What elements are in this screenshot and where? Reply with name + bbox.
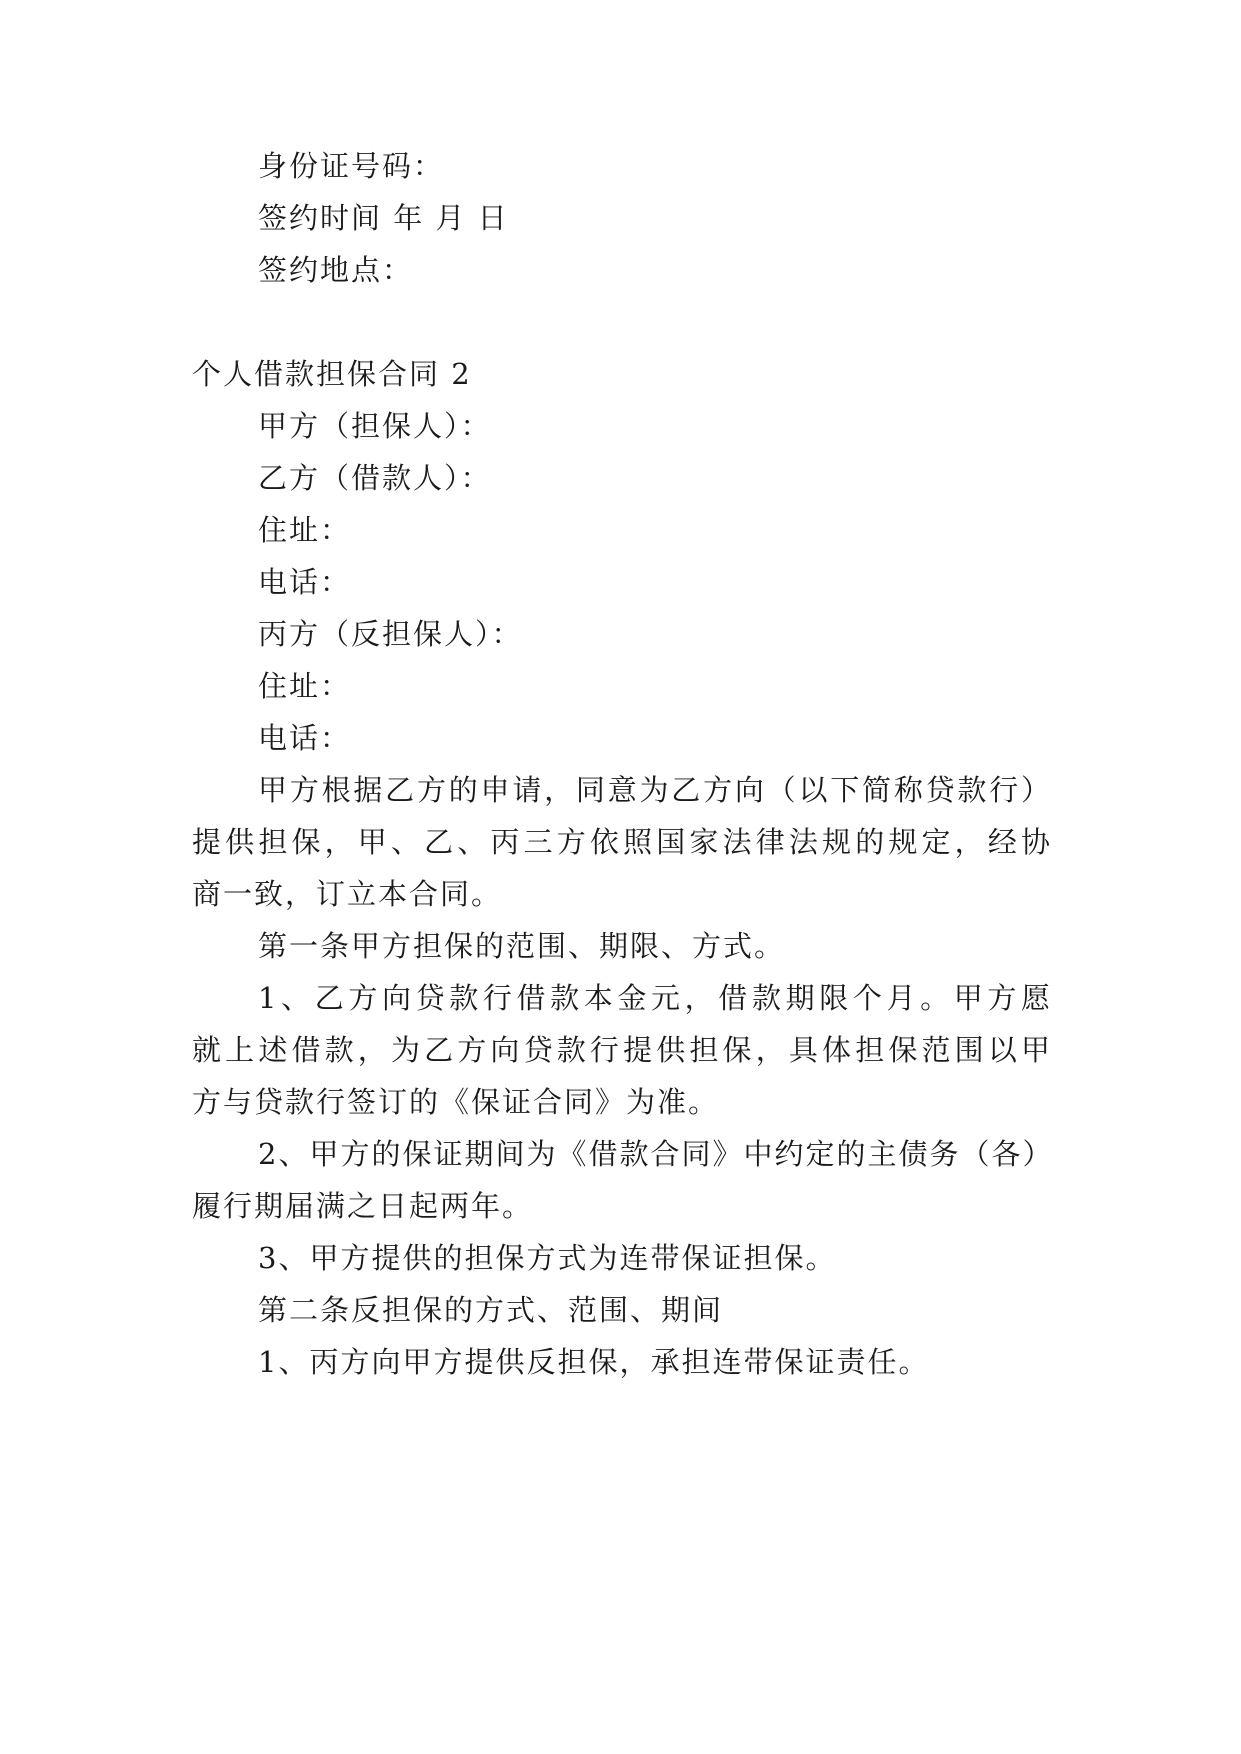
article1-item3: 3、甲方提供的担保方式为连带保证担保。 — [258, 1241, 837, 1275]
sign-time-label: 签约时间 年 月 日 — [258, 201, 509, 235]
party-a-label: 甲方（担保人）： — [258, 409, 492, 443]
sign-place-label: 签约地点： — [258, 253, 414, 287]
article1-item1-line-1: 1、乙方向贷款行借款本金元，借款期限个月。甲方愿 — [258, 981, 1052, 1015]
party-c-address-label: 住址： — [258, 669, 352, 703]
article1-item1-line-3: 方与贷款行签订的《保证合同》为准。 — [192, 1085, 720, 1119]
party-c-label: 丙方（反担保人）： — [258, 617, 523, 651]
party-b-phone-label: 电话： — [258, 565, 352, 599]
party-b-address-label: 住址： — [258, 513, 352, 547]
party-b-label: 乙方（借款人）： — [258, 461, 492, 495]
contract-title: 个人借款担保合同 2 — [192, 357, 472, 391]
id-number-label: 身份证号码： — [258, 149, 445, 183]
article1-heading: 第一条甲方担保的范围、期限、方式。 — [258, 929, 786, 963]
intro-line-2: 提供担保，甲、乙、丙三方依照国家法律法规的规定，经协 — [192, 825, 1052, 859]
article1-item1-line-2: 就上述借款，为乙方向贷款行提供担保，具体担保范围以甲 — [192, 1033, 1052, 1067]
intro-line-3: 商一致，订立本合同。 — [192, 877, 503, 911]
party-c-phone-label: 电话： — [258, 721, 352, 755]
intro-line-1: 甲方根据乙方的申请，同意为乙方向（以下简称贷款行） — [258, 773, 1052, 807]
article2-heading: 第二条反担保的方式、范围、期间 — [258, 1293, 724, 1327]
article1-item2-line-1: 2、甲方的保证期间为《借款合同》中约定的主债务（各） — [258, 1137, 1054, 1171]
article1-item2-line-2: 履行期届满之日起两年。 — [192, 1189, 534, 1223]
article2-item1: 1、丙方向甲方提供反担保，承担连带保证责任。 — [258, 1345, 930, 1379]
